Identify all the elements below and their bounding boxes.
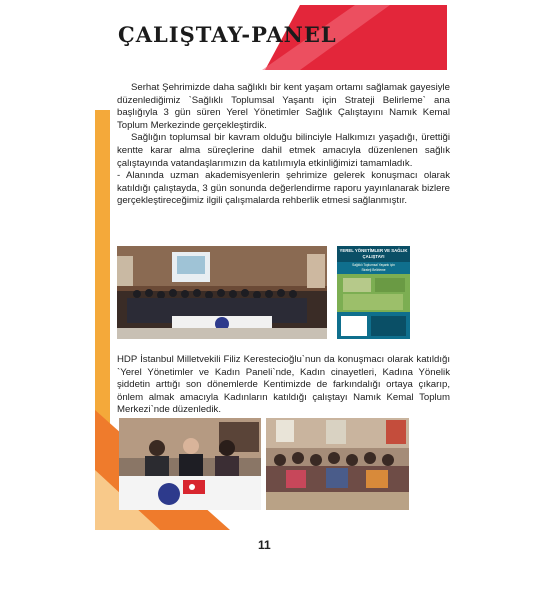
paragraph-1: Serhat Şehrimizde daha sağlıklı bir kent yaşam ortamı sağlamak gayesiyle düzenlediğimiz `Sağlıklı Toplumsal Yaşantı için Strateji Belirleme` ana başlığıyla 3 gün süren Yerel Yönetimler Sağlık Çalıştayını Namık Kemal Toplum Merkezinde gerçekleştirdik. [117,82,450,131]
panel-speakers-photo [119,418,261,510]
paragraph-3: - Alanında uzman akademisyenlerin şehrimize gelerek konuşmacı olarak katıldığı çalıştayda, 3 gün sonunda değerlendirme raporu yayınlanarak bizlere gerçekleştireceğimiz ilgili çalışmalarda rehberlik etmesi sağlanmıştır. [117,170,450,207]
page-title: ÇALIŞTAY-PANEL [118,22,337,47]
workshop-poster [337,246,410,339]
panel-text [117,354,450,417]
workshop-text [117,82,450,208]
panel-audience-photo [266,418,409,510]
poster-subtitle-2: Strateji Belirleme [361,268,386,272]
paragraph-2: Sağlığın toplumsal bir kavram olduğu bilinciyle Halkımızı yaşadığı, ürettiği kentte karar alma süreçlerine dahil etmek amacıyla düzenlenen sağlık çalıştayında vatandaşlarımızın da katılımıyla etkinliğimizi tamamladık. [117,132,450,169]
group-photo [117,246,327,339]
poster-title-1: YEREL YÖNETİMLER VE SAĞLIK [339,248,408,253]
poster-title-2: ÇALIŞTAYI [362,254,385,259]
paragraph-4: HDP İstanbul Milletvekili Filiz Kerestecioğlu`nun da konuşmacı olarak katıldığı `Yerel Yönetimler ve Kadın Paneli`nde, Kadın cinayetleri, Kadına Yönelik şiddetin arttığı son dönemlerde Kentimizde de farkındalığı ortaya çıkarıp, önlem almak amacıyla Kadınların katıldığı çalıştayı Namık Kemal Toplum Merkezi`nde düzenledik. [117,354,450,416]
page-number: 11 [258,538,271,552]
poster-subtitle-1: Sağlıklı Toplumsal Yaşantı için [352,263,395,267]
